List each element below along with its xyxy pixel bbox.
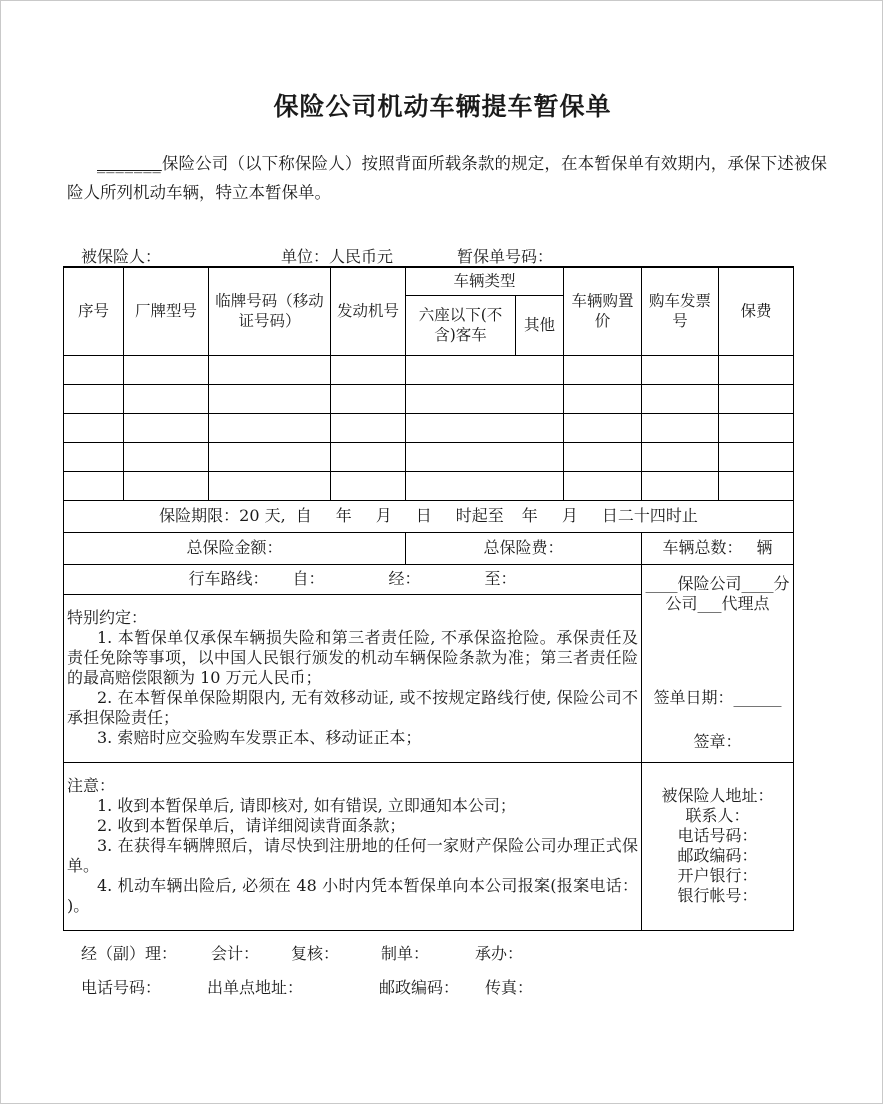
cell-brand-model[interactable] xyxy=(124,384,209,413)
cell-premium[interactable] xyxy=(719,413,794,442)
route-to: 至： xyxy=(484,569,517,588)
period-from: 自 xyxy=(295,506,312,525)
cell-purchase-price[interactable] xyxy=(564,384,642,413)
header-brand-model: 厂牌型号 xyxy=(124,267,209,355)
cell-vehicle-type[interactable] xyxy=(406,471,564,500)
footer-issue-address[interactable]: 出单点地址： xyxy=(207,978,304,997)
special-terms-heading: 特别约定： xyxy=(67,608,148,627)
cell-vehicle-type[interactable] xyxy=(406,442,564,471)
cell-brand-model[interactable] xyxy=(124,355,209,384)
cell-premium[interactable] xyxy=(719,384,794,413)
route-label: 行车路线： xyxy=(188,569,269,588)
route-row[interactable] xyxy=(64,564,794,594)
label-unit: 单位：人民币元 xyxy=(281,247,394,266)
cell-temp-plate[interactable] xyxy=(209,355,331,384)
cell-temp-plate[interactable] xyxy=(209,413,331,442)
cell-invoice-no[interactable] xyxy=(642,384,719,413)
cell-seq[interactable] xyxy=(64,355,124,384)
cell-engine-no[interactable] xyxy=(331,413,406,442)
top-label-row xyxy=(63,244,793,266)
cell-engine-no[interactable] xyxy=(331,355,406,384)
route-via: 经： xyxy=(388,569,421,588)
period-days: 20 天, xyxy=(239,506,286,525)
notes-row xyxy=(64,762,794,930)
cell-seq[interactable] xyxy=(64,413,124,442)
cell-brand-model[interactable] xyxy=(124,471,209,500)
page-title: 保险公司机动车辆提车暂保单 xyxy=(273,92,612,121)
signature-panel[interactable] xyxy=(642,564,794,762)
cell-purchase-price[interactable] xyxy=(564,355,642,384)
cell-premium[interactable] xyxy=(719,355,794,384)
header-premium: 保费 xyxy=(719,267,794,355)
cell-vehicle-type[interactable] xyxy=(406,355,564,384)
header-vehicle-type-sub-bus: 六座以下(不含)客车 xyxy=(406,295,516,355)
insured-address-label[interactable]: 被保险人地址： xyxy=(661,786,774,805)
notes-item-4: 4. 机动车辆出险后, 必须在 48 小时内凭本暂保单向本公司报案(报案电话： )。 xyxy=(67,876,639,915)
cell-purchase-price[interactable] xyxy=(564,471,642,500)
insured-info-panel[interactable] xyxy=(642,762,794,930)
route-cell[interactable] xyxy=(64,564,642,594)
cell-seq[interactable] xyxy=(64,384,124,413)
notes-item-2: 2. 收到本暂保单后，请详细阅读背面条款； xyxy=(97,816,406,835)
header-vehicle-type: 车辆类型 xyxy=(406,267,564,295)
cell-vehicle-type[interactable] xyxy=(406,413,564,442)
totals-row[interactable] xyxy=(64,532,794,564)
special-terms-item-1: 1. 本暂保单仅承保车辆损失险和第三者责任险, 不承保盗抢险。承保责任及责任免除等事项，以中国人民银行颁发的机动车辆保险条款为准；第三者责任险的最高赔偿限额为 10 万元人民币； xyxy=(67,628,639,687)
notes-item-1: 1. 收到本暂保单后, 请即核对, 如有错误, 立即通知本公司； xyxy=(97,796,516,815)
cell-invoice-no[interactable] xyxy=(642,471,719,500)
period-label: 保险期限： xyxy=(159,506,240,525)
insured-account-label[interactable]: 银行帐号： xyxy=(677,886,758,905)
table-row[interactable] xyxy=(64,442,794,471)
footer-reviewer[interactable]: 复核： xyxy=(291,944,340,963)
header-invoice-no: 购车发票号 xyxy=(642,267,719,355)
cell-engine-no[interactable] xyxy=(331,384,406,413)
footer-manager[interactable]: 经（副）理： xyxy=(81,944,178,963)
cell-purchase-price[interactable] xyxy=(564,442,642,471)
footer-fax[interactable]: 传真： xyxy=(485,978,534,997)
cell-seq[interactable] xyxy=(64,442,124,471)
footer-phone[interactable]: 电话号码： xyxy=(81,978,162,997)
period-year1: 年 xyxy=(335,506,352,525)
total-amount-cell[interactable]: 总保险金额： xyxy=(64,532,406,564)
cell-invoice-no[interactable] xyxy=(642,355,719,384)
cell-temp-plate[interactable] xyxy=(209,442,331,471)
cell-purchase-price[interactable] xyxy=(564,413,642,442)
insurance-period-cell[interactable] xyxy=(64,500,794,532)
intro-paragraph xyxy=(67,149,827,207)
cell-vehicle-type[interactable] xyxy=(406,384,564,413)
policy-table xyxy=(63,266,794,931)
vehicle-count-cell[interactable] xyxy=(642,532,794,564)
footer-handler[interactable]: 承办： xyxy=(475,944,524,963)
insured-contact-label[interactable]: 联系人： xyxy=(685,806,750,825)
period-day2: 日二十四时止 xyxy=(601,506,698,525)
cell-engine-no[interactable] xyxy=(331,471,406,500)
insurance-period-row[interactable] xyxy=(64,500,794,532)
cell-temp-plate[interactable] xyxy=(209,384,331,413)
footer-accountant[interactable]: 会计： xyxy=(211,944,260,963)
header-temp-plate: 临牌号码（移动证号码） xyxy=(209,267,331,355)
label-insured: 被保险人： xyxy=(81,247,162,266)
cell-premium[interactable] xyxy=(719,471,794,500)
cell-temp-plate[interactable] xyxy=(209,471,331,500)
period-month1: 月 xyxy=(375,506,392,525)
table-row[interactable] xyxy=(64,355,794,384)
signature-seal-label[interactable]: 签章： xyxy=(693,732,742,751)
cell-invoice-no[interactable] xyxy=(642,413,719,442)
header-engine-no: 发动机号 xyxy=(331,267,406,355)
insured-bank-label[interactable]: 开户银行： xyxy=(677,866,758,885)
vehicle-count-unit: 辆 xyxy=(756,538,773,557)
special-terms-item-3: 3. 索赔时应交验购车发票正本、移动证正本； xyxy=(97,728,422,747)
period-time-start: 时起至 xyxy=(455,506,504,525)
footer-maker[interactable]: 制单： xyxy=(381,944,430,963)
intro-blank-underline: _______ xyxy=(97,154,162,173)
total-premium-cell[interactable]: 总保险费： xyxy=(406,532,642,564)
intro-text: 保险公司（以下称保险人）按照背面所载条款的规定，在本暂保单有效期内，承保下述被保险人所列机动车辆，特立本暂保单。 xyxy=(67,154,827,202)
notes-cell xyxy=(64,762,642,930)
signature-date-label[interactable]: 签单日期：______ xyxy=(653,688,782,707)
notes-item-3: 3. 在获得车辆牌照后，请尽快到注册地的任何一家财产保险公司办理正式保单。 xyxy=(67,836,639,875)
cell-brand-model[interactable] xyxy=(124,442,209,471)
table-header-row xyxy=(64,267,794,295)
period-day1: 日 xyxy=(415,506,432,525)
table-row[interactable] xyxy=(64,413,794,442)
cell-brand-model[interactable] xyxy=(124,413,209,442)
signature-company-line: ____保险公司____分公司___代理点 xyxy=(645,574,790,613)
cell-seq[interactable] xyxy=(64,471,124,500)
cell-invoice-no[interactable] xyxy=(642,442,719,471)
period-year2: 年 xyxy=(521,506,538,525)
notes-heading: 注意： xyxy=(67,776,116,795)
vehicle-count-label: 车辆总数： xyxy=(662,538,743,557)
footer-postcode[interactable]: 邮政编码： xyxy=(379,978,460,997)
table-row[interactable] xyxy=(64,471,794,500)
insured-postcode-label[interactable]: 邮政编码： xyxy=(677,846,758,865)
route-from: 自： xyxy=(292,569,325,588)
special-terms-cell xyxy=(64,594,642,762)
header-vehicle-type-sub-other: 其他 xyxy=(516,295,564,355)
header-purchase-price: 车辆购置价 xyxy=(564,267,642,355)
cell-premium[interactable] xyxy=(719,442,794,471)
special-terms-item-2: 2. 在本暂保单保险期限内, 无有效移动证, 或不按规定路线行使, 保险公司不承担保险责任； xyxy=(67,688,639,727)
cell-engine-no[interactable] xyxy=(331,442,406,471)
table-row[interactable] xyxy=(64,384,794,413)
period-month2: 月 xyxy=(561,506,578,525)
header-seq: 序号 xyxy=(64,267,124,355)
insured-phone-label[interactable]: 电话号码： xyxy=(677,826,758,845)
label-policy-number: 暂保单号码： xyxy=(457,247,554,266)
